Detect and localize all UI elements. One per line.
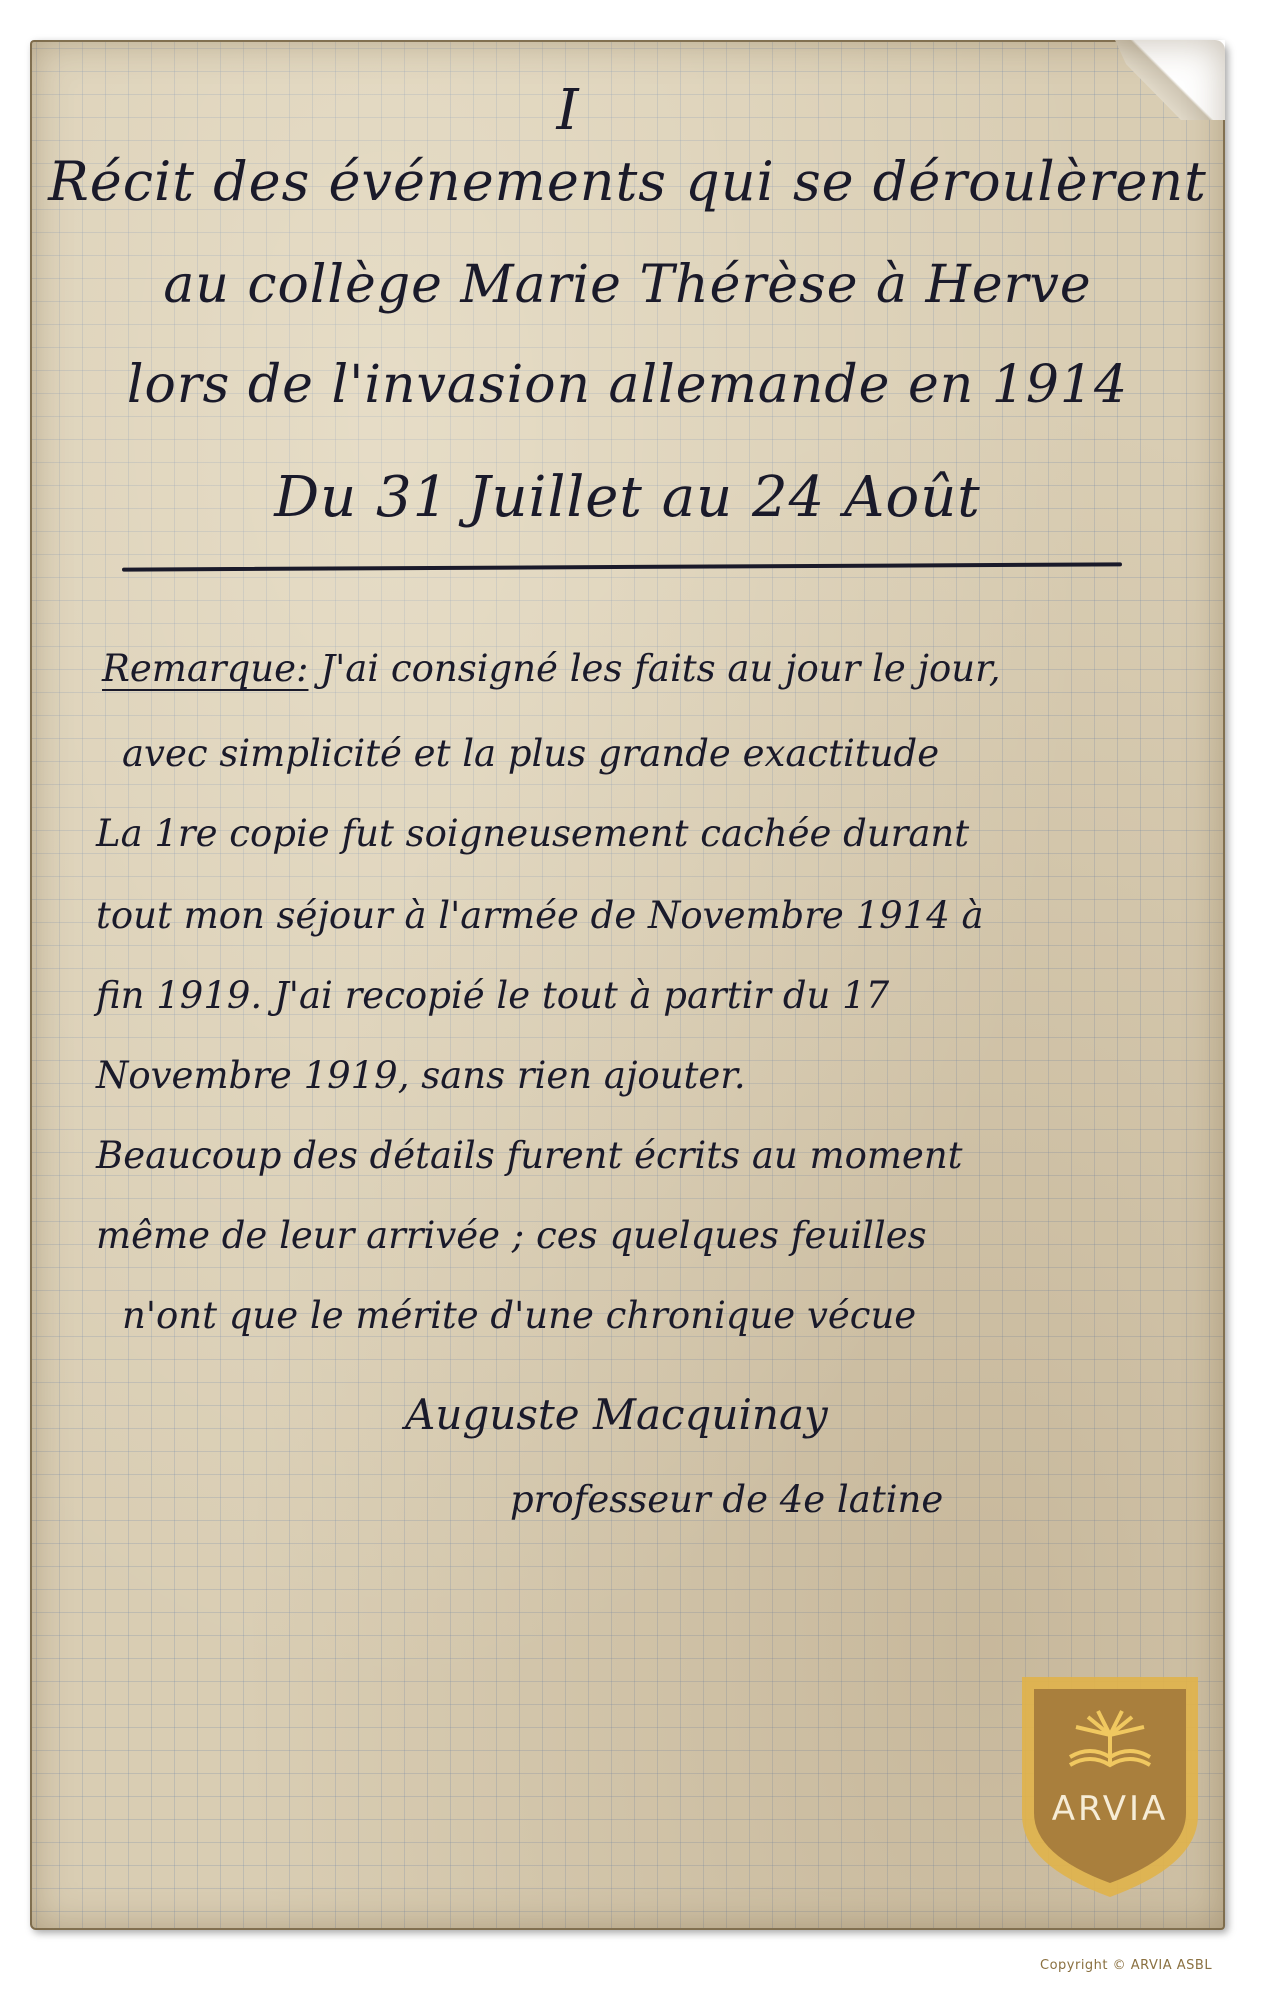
section-number: I xyxy=(556,78,579,143)
author-role: professeur de 4e latine xyxy=(510,1478,944,1521)
remark-line-1 xyxy=(102,647,1001,690)
body-line-1: J'ai consigné les faits au jour le jour, xyxy=(308,647,1001,690)
title-line-1: Récit des événements qui se déroulèrent xyxy=(48,150,1207,213)
title-line-2: au collège Marie Thérèse à Herve xyxy=(163,255,1092,315)
author-signature: Auguste Macquinay xyxy=(405,1390,828,1439)
remark-label: Remarque: xyxy=(102,647,309,690)
body-line-2: avec simplicité et la plus grande exactitude xyxy=(122,732,940,775)
body-line-3: La 1re copie fut soigneusement cachée durant xyxy=(96,812,970,855)
date-range-line: Du 31 Juillet au 24 Août xyxy=(274,465,981,530)
logo-text: ARVIA xyxy=(1051,1789,1169,1829)
body-line-7: Beaucoup des détails furent écrits au moment xyxy=(96,1134,963,1177)
body-line-9: n'ont que le mérite d'une chronique vécue xyxy=(122,1294,917,1337)
body-line-8: même de leur arrivée ; ces quelques feuilles xyxy=(96,1214,927,1257)
body-line-5: fin 1919. J'ai recopié le tout à partir du 17 xyxy=(96,974,890,1017)
arvia-logo xyxy=(1010,1665,1210,1905)
copyright-notice: Copyright © ARVIA ASBL xyxy=(1040,1958,1213,1973)
title-underline xyxy=(122,562,1122,571)
logo-shield-fill xyxy=(1034,1689,1186,1883)
body-line-4: tout mon séjour à l'armée de Novembre 1914 à xyxy=(96,894,984,937)
title-line-3: lors de l'invasion allemande en 1914 xyxy=(126,355,1129,415)
body-line-6: Novembre 1919, sans rien ajouter. xyxy=(96,1054,746,1097)
manuscript-page xyxy=(30,40,1225,1930)
